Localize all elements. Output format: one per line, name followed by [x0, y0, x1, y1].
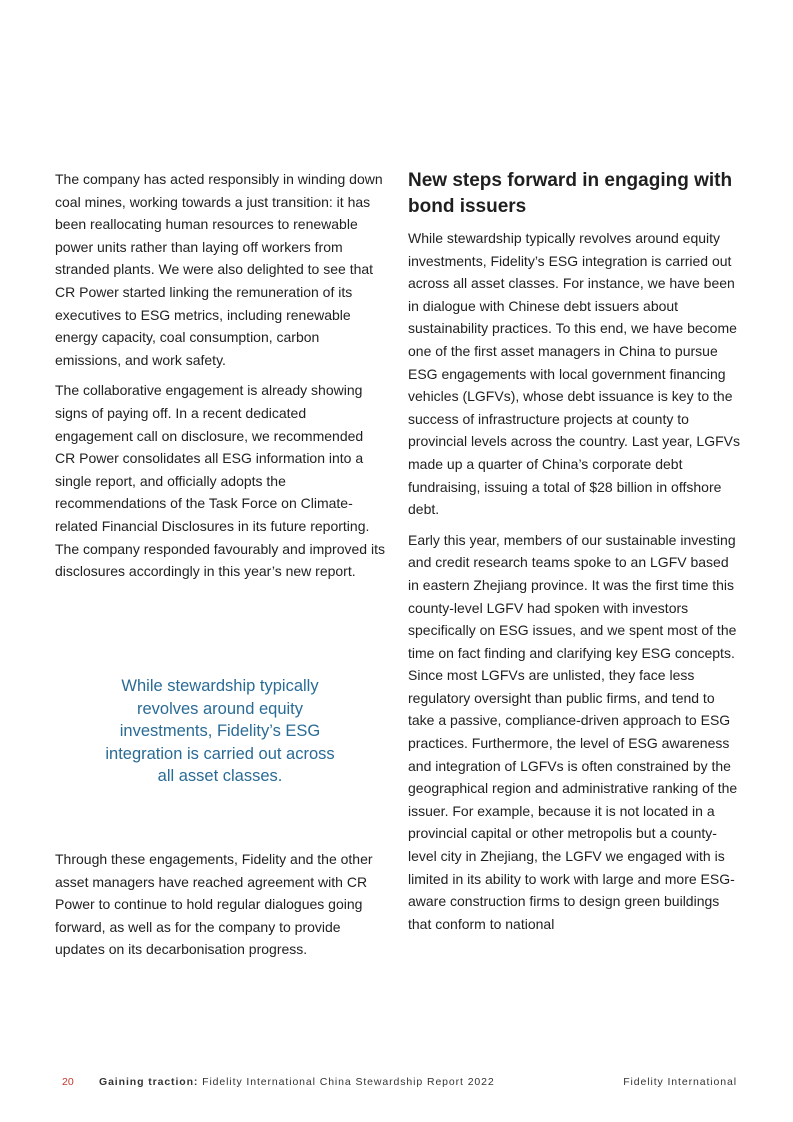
body-paragraph: Through these engagements, Fidelity and the other asset managers have reached agreement with CR Power to continue to hold regular dialogues going forward, as well as for the company to provide updates on its decarbonisation progress. — [55, 851, 373, 958]
report-title-rest: Fidelity International China Stewardship Report 2022 — [198, 1076, 495, 1088]
left-column-closing — [55, 848, 387, 969]
pull-quote: While stewardship typically revolves around equity investments, Fidelity’s ESG integration is carried out across all asset classes. — [105, 677, 335, 786]
report-title — [99, 1076, 495, 1088]
body-paragraph: Early this year, members of our sustainable investing and credit research teams spoke to an LGFV based in eastern Zhejiang province. It was the first time this county-level LGFV had spoken with investors specifically on ESG issues, and we spent most of the time on fact finding and clarifying key ESG concepts. Since most LGFVs are unlisted, they face less regulatory oversight than public firms, and tend to take a passive, compliance-driven approach to ESG practices. Furthermore, the level of ESG awareness and integration of LGFVs is often constrained by the geographical region and administrative ranking of the issuer. For example, because it is not located in a provincial capital or other metropolis but a county-level city in Zhejiang, the LGFV we engaged with is limited in its ability to work with large and more ESG-aware construction firms to design green buildings that conform to national — [408, 531, 738, 932]
section-heading: New steps forward in engaging with bond issuers — [408, 170, 733, 217]
body-paragraph: The company has acted responsibly in winding down coal mines, working towards a just transition: it has been reallocating human resources to renewable power units rather than laying off workers from stranded plants. We were also delighted to see that CR Power started linking the remuneration of its executives to ESG metrics, including renewable energy capacity, coal consumption, carbon emissions, and work safety. — [55, 171, 383, 368]
brand-name: Fidelity International — [623, 1076, 737, 1088]
report-title-bold: Gaining traction: — [99, 1076, 199, 1088]
body-paragraph: While stewardship typically revolves around equity investments, Fidelity’s ESG integration is carried out across all asset classes. For instance, we have been in dialogue with Chinese debt issuers about sustainability practices. To this end, we have become one of the first asset managers in China to pursue ESG engagements with local government financing vehicles (LGFVs), whose debt issuance is key to the success of infrastructure projects at county to provincial levels across the country. Last year, LGFVs made up a quarter of China’s corporate debt fundraising, issuing a total of $28 billion in offshore debt. — [408, 230, 740, 518]
body-paragraph: The collaborative engagement is already showing signs of paying off. In a recent dedicated engagement call on disclosure, we recommended CR Power consolidates all ESG information into a single report, and officially adopts the recommendations of the Task Force on Climate-related Financial Disclosures in its future reporting. The company responded favourably and improved its disclosures accordingly in this year’s new report. — [55, 382, 385, 580]
page-footer — [0, 1076, 793, 1092]
left-column — [55, 168, 387, 591]
page-number: 20 — [62, 1076, 74, 1088]
right-column — [408, 168, 740, 943]
